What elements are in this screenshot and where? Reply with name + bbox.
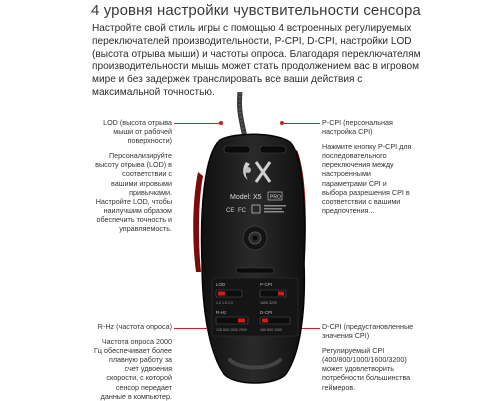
lod-switch-values: 1.0 1.5 2.0: [216, 301, 233, 305]
dcpi-switch-values: 400 800 1000: [260, 328, 282, 332]
top-skate-left: [224, 146, 250, 153]
pcpi-body: Нажмите кнопку P-CPI для последовательного переключения между настроенными параметрами CPI и выбора разрешения CPI в соответствии с вашими предпочтения...: [322, 142, 412, 215]
lod-heading: LOD (высота отрыва мыши от рабочей поверхности): [103, 118, 172, 146]
rhz-switch-values: 125 500 1000 2000: [216, 328, 247, 332]
intro-paragraph: Настройте свой стиль игры с помощью 4 встроенных регулируемых переключателей производительности, P-CPI, D-CPI, настройки LOD (высота отрыва мыши) и частоты опроса. Благодаря переключателям производительности мышь может стать продолжением вас в игровом мире и без задержек транслировать все ваши действия с максимальной точностью.: [92, 23, 421, 98]
rhz-switch-label: R-Hz: [216, 310, 227, 315]
model-badge: PRO: [270, 194, 281, 201]
dcpi-body: Регулируемый CPI (400/800/1000/1600/3200) может удовлетворить потребности большинства геймеров.: [322, 346, 411, 392]
lod-note: [94, 118, 172, 233]
lod-body: Персонализируйте высоту отрыва (LOD) в соответствии с вашими игровыми привычками. Настройте LOD, чтобы наилучшим образом обеспечить точность и управляемость.: [95, 151, 172, 234]
pcpi-heading: P-CPI (персональная настройка CPI): [322, 118, 393, 137]
rhz-body: Частота опроса 2000 Гц обеспечивает более плавную работу за счет удвоения скорости, с которой сенсор передает данные в компьютер.: [94, 337, 172, 401]
svg-text:FC: FC: [238, 208, 246, 214]
rhz-heading: R-Hz (частота опроса): [97, 322, 172, 331]
pcpi-switch-label: P-CPI: [260, 282, 273, 287]
pcpi-note: [322, 118, 412, 215]
dcpi-note: [322, 322, 414, 392]
model-label: Model: X5: [230, 194, 262, 201]
mouse-body: [202, 134, 305, 383]
rhz-note: [94, 322, 172, 401]
mouse-bottom-view: [180, 92, 330, 400]
top-skate-right: [260, 146, 286, 153]
svg-text:CE: CE: [226, 208, 235, 214]
dcpi-heading: D-CPI (предустановленные значения CPI): [322, 322, 414, 341]
page-title: 4 уровня настройки чувствительности сенсора: [91, 2, 421, 19]
middle-skate: [236, 268, 274, 273]
pcpi-switch-values: 1600 3200: [260, 301, 277, 305]
lod-switch-label: LOD: [216, 282, 226, 287]
dcpi-switch-label: D-CPI: [260, 310, 273, 315]
